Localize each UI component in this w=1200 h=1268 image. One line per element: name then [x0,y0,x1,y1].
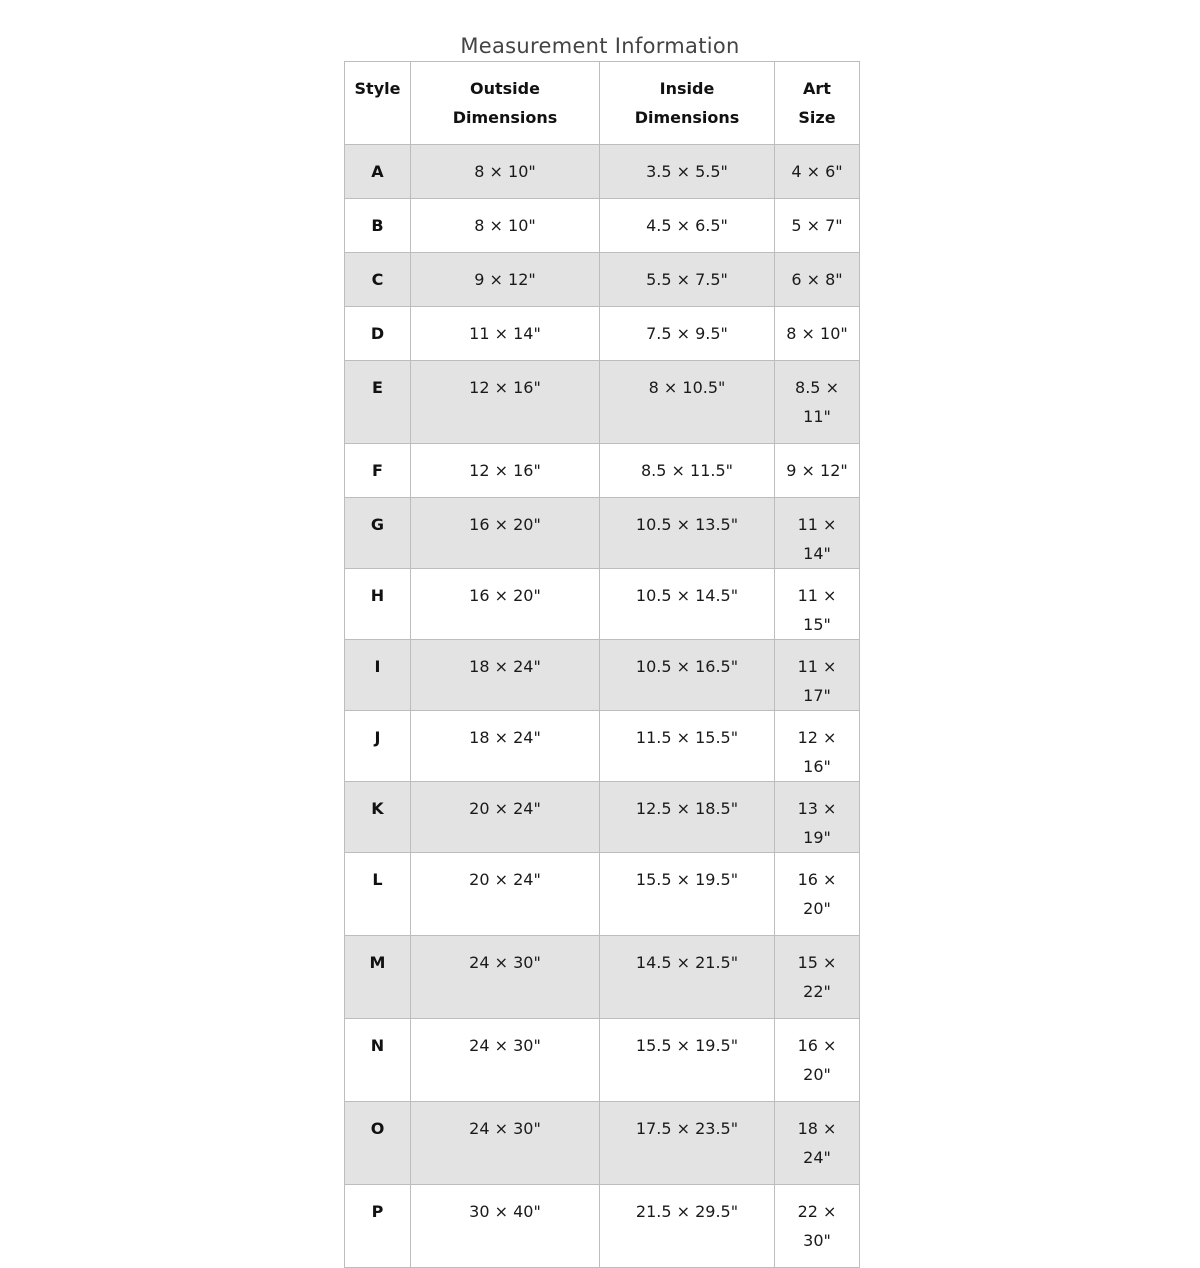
style-cell: O [345,1102,411,1185]
inside-cell: 21.5 × 29.5" [600,1185,775,1268]
outside-cell: 16 × 20" [411,569,600,640]
style-cell: E [345,361,411,444]
table-row [345,361,860,444]
header-style [345,62,411,145]
inside-cell: 8.5 × 11.5" [600,444,775,498]
header-art-size [775,62,860,145]
outside-cell: 24 × 30" [411,1019,600,1102]
outside-cell: 30 × 40" [411,1185,600,1268]
inside-cell: 4.5 × 6.5" [600,199,775,253]
style-cell: K [345,782,411,853]
table-row [345,444,860,498]
style-cell: L [345,853,411,936]
style-cell: I [345,640,411,711]
outside-cell: 8 × 10" [411,199,600,253]
outside-cell: 16 × 20" [411,498,600,569]
outside-cell: 18 × 24" [411,640,600,711]
style-cell: G [345,498,411,569]
style-cell: A [345,145,411,199]
style-cell: C [345,253,411,307]
header-art-line1: Art [803,79,831,98]
table-row [345,1102,860,1185]
inside-cell: 11.5 × 15.5" [600,711,775,782]
header-style-label: Style [354,79,401,98]
art-cell: 16 × 20" [775,1019,860,1102]
inside-cell: 14.5 × 21.5" [600,936,775,1019]
table-row [345,307,860,361]
art-cell: 15 × 22" [775,936,860,1019]
inside-cell: 10.5 × 16.5" [600,640,775,711]
style-cell: N [345,1019,411,1102]
style-cell: F [345,444,411,498]
table-row [345,569,860,640]
art-cell: 9 × 12" [775,444,860,498]
inside-cell: 7.5 × 9.5" [600,307,775,361]
outside-cell: 20 × 24" [411,782,600,853]
art-cell: 6 × 8" [775,253,860,307]
table-row [345,853,860,936]
outside-cell: 9 × 12" [411,253,600,307]
outside-cell: 18 × 24" [411,711,600,782]
table-row [345,1019,860,1102]
art-cell: 5 × 7" [775,199,860,253]
inside-cell: 5.5 × 7.5" [600,253,775,307]
measurement-table [344,61,860,1268]
table-row [345,936,860,1019]
outside-cell: 20 × 24" [411,853,600,936]
art-cell: 12 × 16" [775,711,860,782]
inside-cell: 10.5 × 13.5" [600,498,775,569]
table-row [345,498,860,569]
outside-cell: 24 × 30" [411,936,600,1019]
outside-cell: 12 × 16" [411,361,600,444]
table-row [345,199,860,253]
art-cell: 11 × 15" [775,569,860,640]
page-title: Measurement Information [460,34,740,58]
inside-cell: 17.5 × 23.5" [600,1102,775,1185]
outside-cell: 24 × 30" [411,1102,600,1185]
header-outside-line2: Dimensions [452,108,558,127]
table-header-row [345,62,860,145]
outside-cell: 11 × 14" [411,307,600,361]
inside-cell: 3.5 × 5.5" [600,145,775,199]
outside-cell: 8 × 10" [411,145,600,199]
style-cell: P [345,1185,411,1268]
art-cell: 4 × 6" [775,145,860,199]
art-cell: 11 × 17" [775,640,860,711]
style-cell: J [345,711,411,782]
inside-cell: 10.5 × 14.5" [600,569,775,640]
header-inside-dimensions [600,62,775,145]
style-cell: M [345,936,411,1019]
inside-cell: 15.5 × 19.5" [600,853,775,936]
art-cell: 16 × 20" [775,853,860,936]
outside-cell: 12 × 16" [411,444,600,498]
art-cell: 18 × 24" [775,1102,860,1185]
inside-cell: 12.5 × 18.5" [600,782,775,853]
header-outside-dimensions [411,62,600,145]
table-row [345,640,860,711]
art-cell: 13 × 19" [775,782,860,853]
header-inside-line1: Inside [659,79,715,98]
style-cell: H [345,569,411,640]
style-cell: B [345,199,411,253]
art-cell: 8 × 10" [775,307,860,361]
header-inside-line2: Dimensions [634,108,740,127]
inside-cell: 15.5 × 19.5" [600,1019,775,1102]
table-row [345,253,860,307]
art-cell: 11 × 14" [775,498,860,569]
art-cell: 8.5 × 11" [775,361,860,444]
inside-cell: 8 × 10.5" [600,361,775,444]
table-row [345,1185,860,1268]
header-art-line2: Size [798,108,836,127]
header-outside-line1: Outside [470,79,540,98]
table-row [345,782,860,853]
table-row [345,145,860,199]
table-row [345,711,860,782]
style-cell: D [345,307,411,361]
art-cell: 22 × 30" [775,1185,860,1268]
